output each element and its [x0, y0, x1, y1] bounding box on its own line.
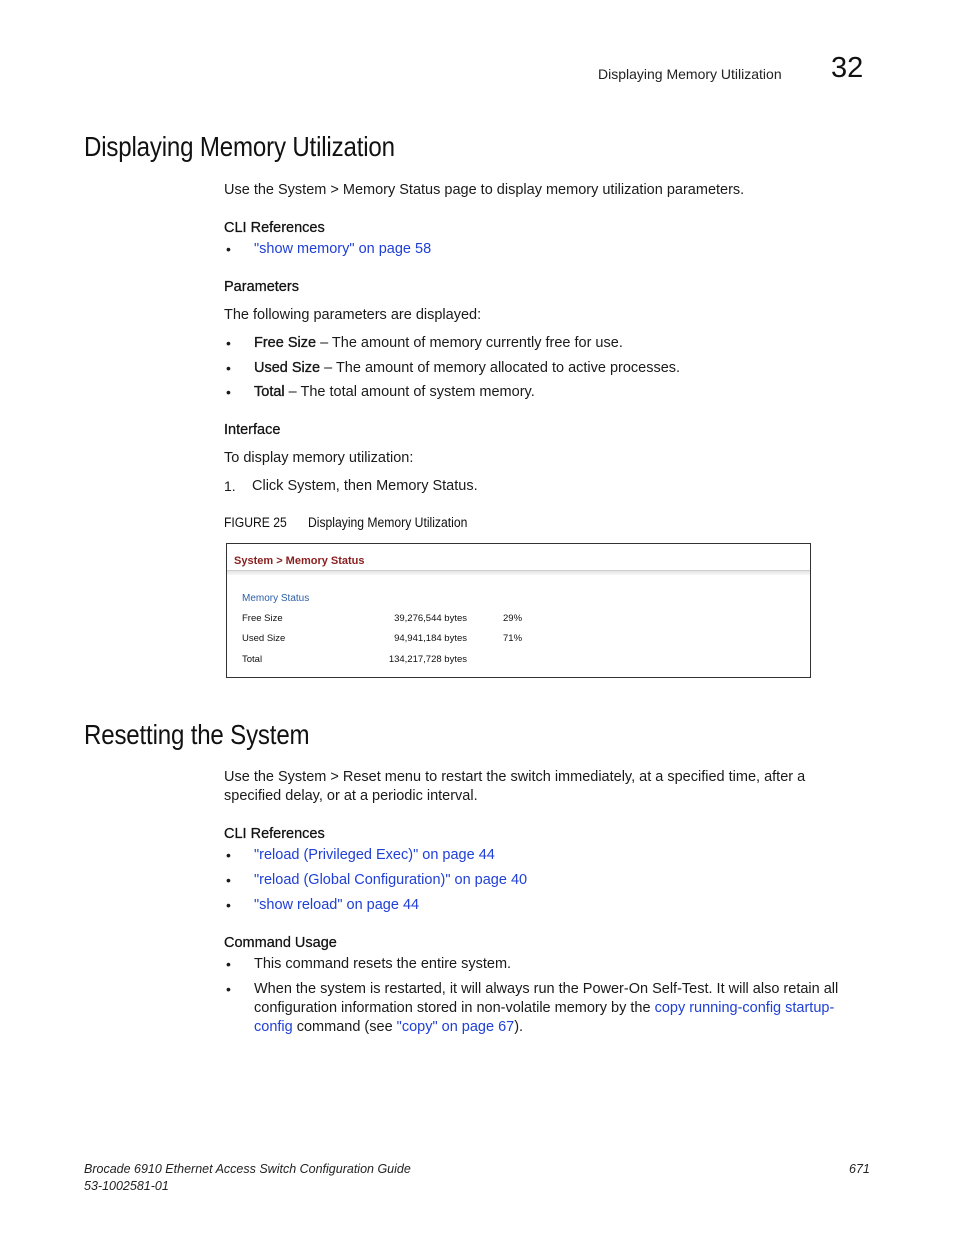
param-term: Used Size [254, 360, 321, 376]
figure-header-bar [227, 571, 810, 575]
bullet-icon: • [226, 241, 231, 257]
figure-caption: Displaying Memory Utilization [308, 515, 468, 530]
figure-label: FIGURE 25 [224, 515, 287, 530]
bullet-icon: • [226, 384, 231, 400]
list-item [226, 980, 846, 1037]
row-bytes: 39,276,544 bytes [394, 613, 467, 624]
command-usage-heading: Command Usage [224, 935, 337, 951]
section-title-reset: Resetting the System [84, 719, 310, 750]
row-bytes: 134,217,728 bytes [388, 654, 467, 665]
bullet-icon: • [226, 335, 231, 351]
chapter-number: 32 [831, 52, 864, 84]
usage-text: When the system is restarted, it will always run the Power-On Self-Test. It will also retain all configuration information stored in non-volatile memory by the copy running-config startup-config command (see "copy" on page 67). [254, 981, 839, 1035]
parameters-heading: Parameters [224, 279, 299, 295]
table-row [242, 654, 802, 668]
param-desc: – The amount of memory currently free for use. [316, 335, 623, 351]
table-row [242, 633, 802, 647]
row-bytes: 94,941,184 bytes [394, 633, 467, 644]
cli-references-heading: CLI References [224, 220, 325, 236]
list-item [226, 846, 495, 865]
list-item [226, 955, 511, 974]
param-desc: – The total amount of system memory. [284, 384, 535, 400]
bullet-icon: • [226, 897, 231, 913]
list-item [226, 896, 419, 915]
interface-intro: To display memory utilization: [224, 450, 414, 466]
copy-page-link[interactable]: "copy" on page 67 [396, 1019, 515, 1035]
bullet-icon: • [226, 847, 231, 863]
usage-text: This command resets the entire system. [254, 956, 512, 972]
copy-running-config-link[interactable]: copy running-config startup-config [254, 1000, 835, 1035]
cli-references-heading: CLI References [224, 826, 325, 842]
interface-heading: Interface [224, 422, 281, 438]
row-label: Free Size [242, 613, 283, 624]
figure-breadcrumb: System > Memory Status [234, 555, 365, 567]
list-item [226, 383, 535, 402]
list-item [226, 334, 623, 353]
section-intro-memory: Use the System > Memory Status page to display memory utilization parameters. [224, 182, 745, 198]
param-term: Free Size [254, 335, 317, 351]
param-desc: – The amount of memory allocated to active processes. [320, 360, 681, 376]
step-text: Click System, then Memory Status. [252, 478, 478, 494]
cli-link-show-memory[interactable]: "show memory" on page 58 [254, 241, 432, 257]
step-item [224, 477, 478, 496]
list-item [226, 359, 680, 378]
bullet-icon: • [226, 872, 231, 888]
footer-doc-number: 53-1002581-01 [84, 1179, 169, 1193]
footer-page-number: 671 [849, 1162, 870, 1176]
list-item [226, 871, 527, 890]
row-percent: 71% [503, 633, 523, 644]
section-title-memory: Displaying Memory Utilization [84, 131, 395, 162]
table-row [242, 613, 802, 627]
figure-memory-status [226, 543, 811, 678]
footer-book-title: Brocade 6910 Ethernet Access Switch Configuration Guide [84, 1162, 411, 1176]
memory-status-heading: Memory Status [242, 593, 310, 604]
running-header-title: Displaying Memory Utilization [598, 66, 782, 82]
section-intro-reset: Use the System > Reset menu to restart the switch immediately, at a specified time, after a specified delay, or at a periodic interval. [224, 769, 806, 804]
parameters-intro: The following parameters are displayed: [224, 307, 482, 323]
cli-link-reload-global[interactable]: "reload (Global Configuration)" on page 40 [254, 872, 528, 888]
bullet-icon: • [226, 956, 231, 972]
cli-link-show-reload[interactable]: "show reload" on page 44 [254, 897, 420, 913]
param-term: Total [254, 384, 285, 400]
bullet-icon: • [226, 360, 231, 376]
step-number: 1. [224, 478, 236, 494]
list-item [226, 240, 431, 259]
cli-link-reload-privileged[interactable]: "reload (Privileged Exec)" on page 44 [254, 847, 495, 863]
row-percent: 29% [503, 613, 523, 624]
row-label: Used Size [242, 633, 286, 644]
bullet-icon: • [226, 981, 231, 997]
row-label: Total [242, 654, 263, 665]
